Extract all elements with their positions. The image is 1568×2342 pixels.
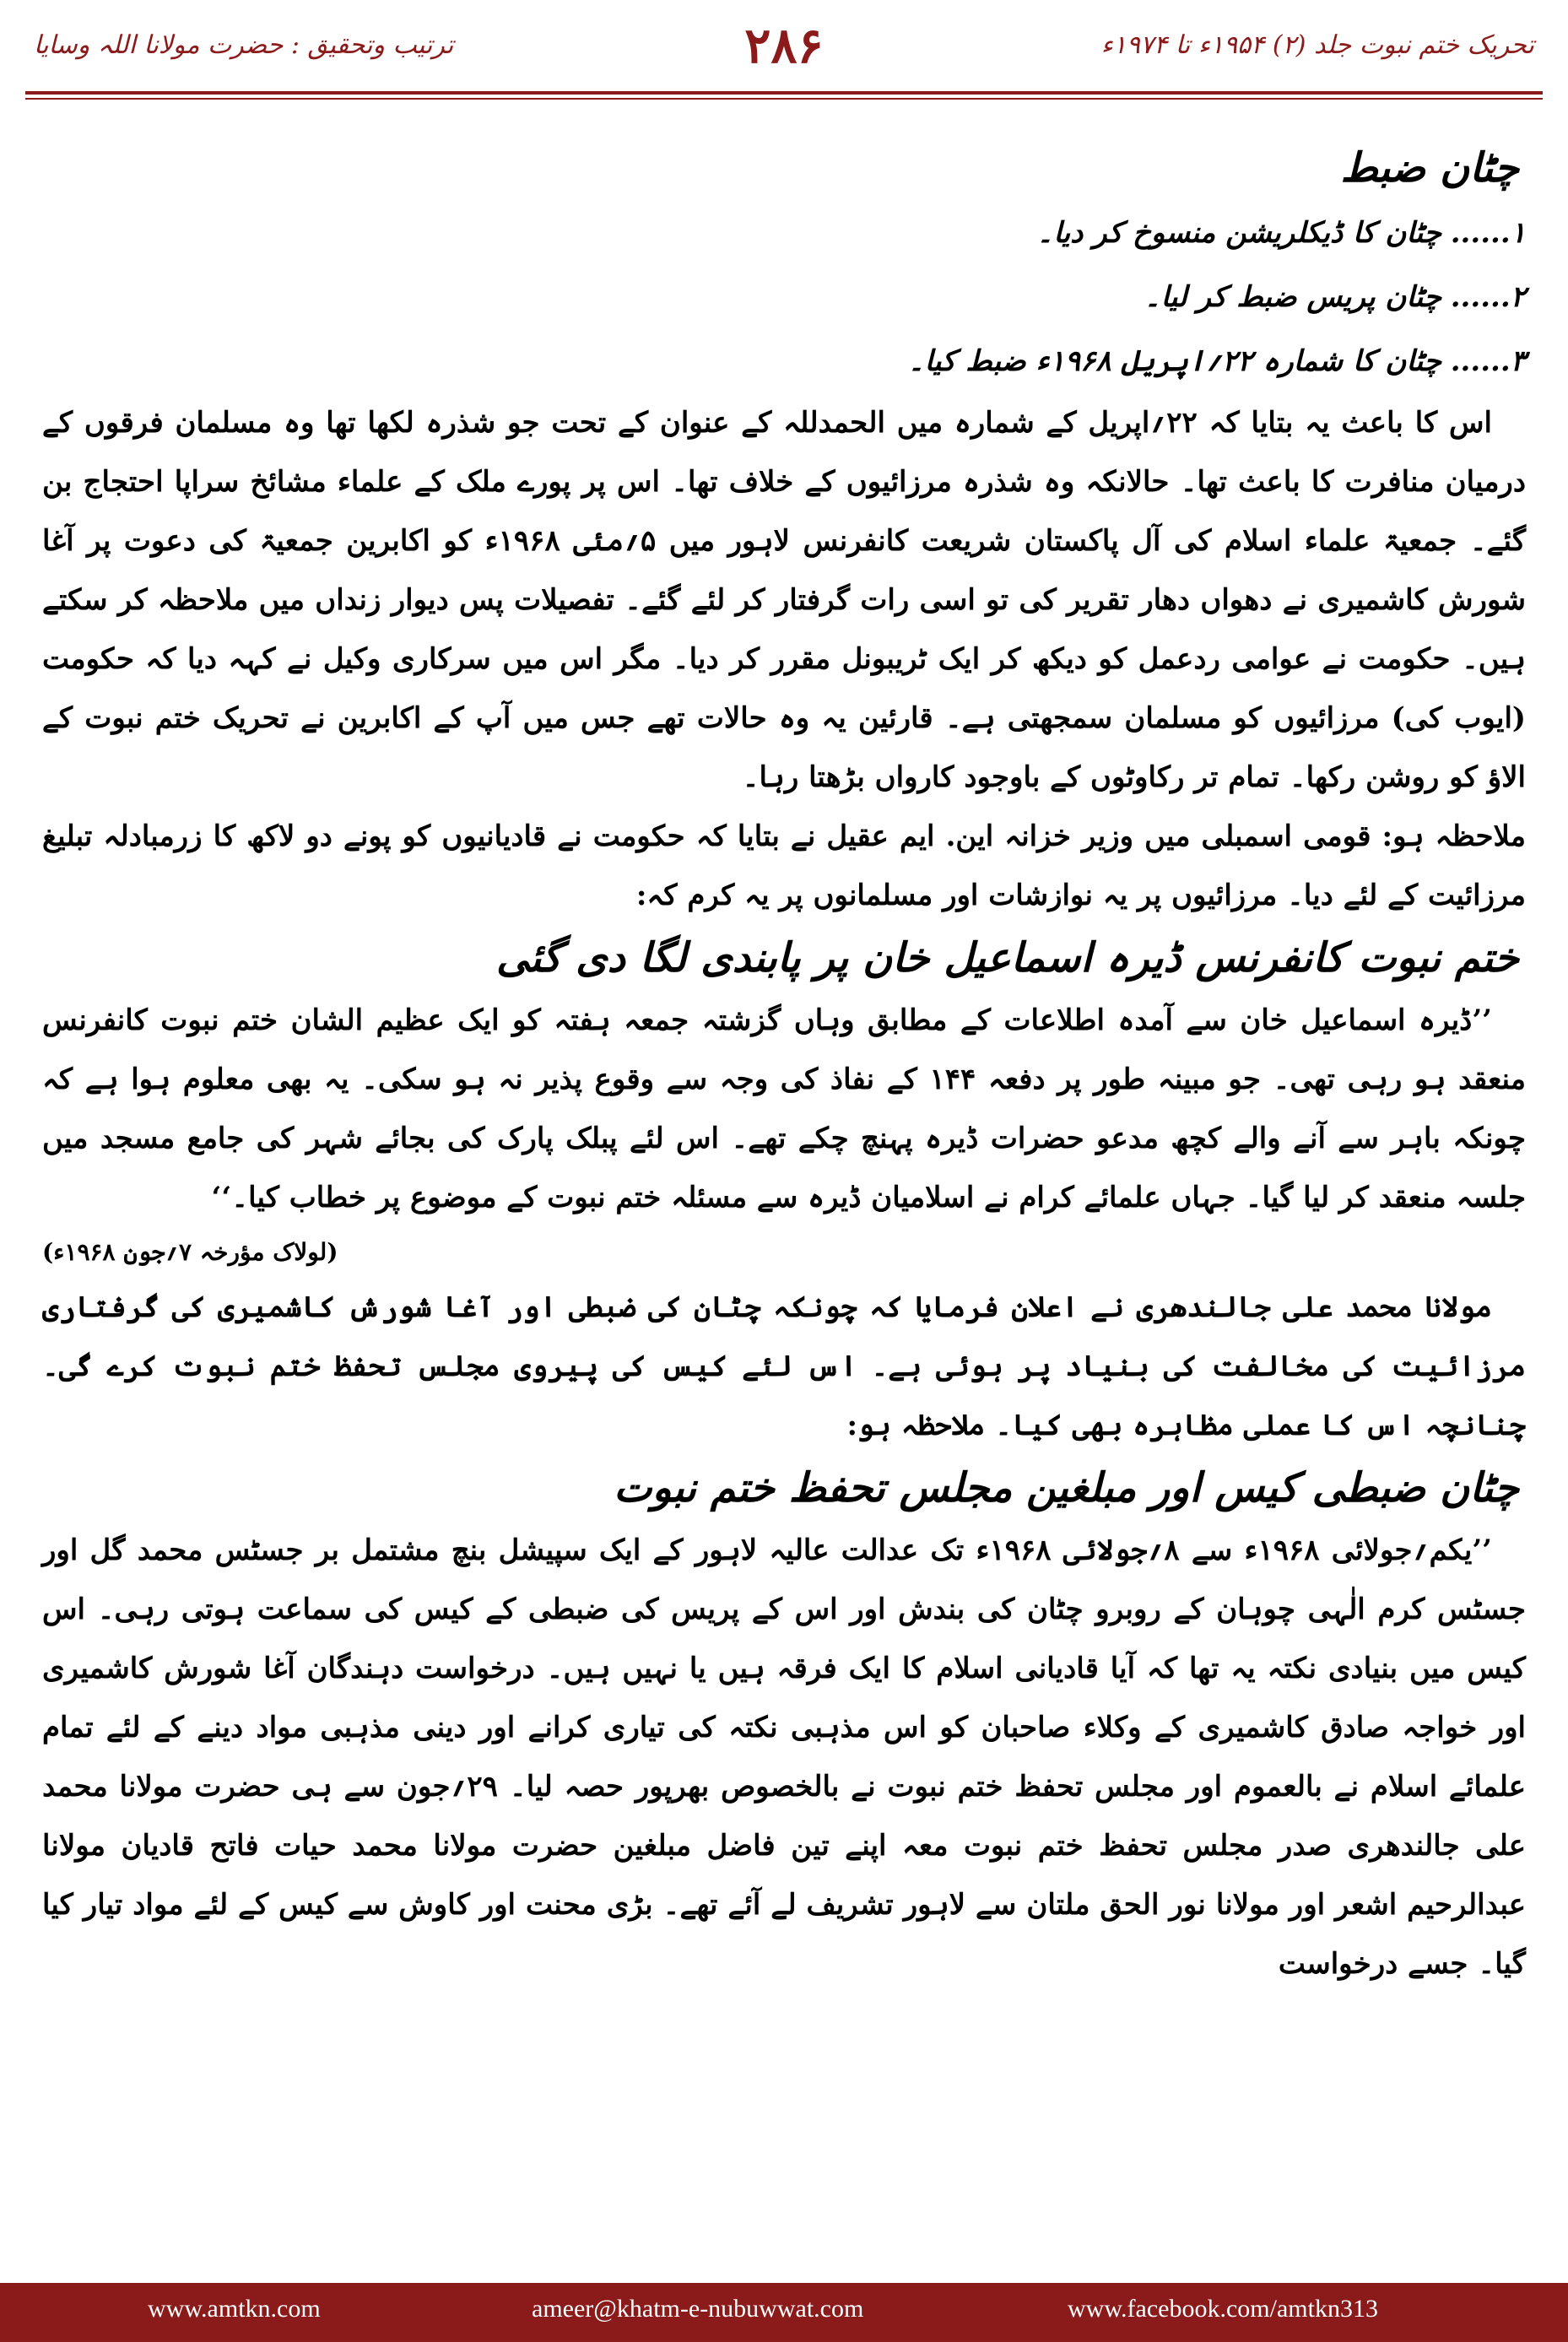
website-link[interactable]: www.amtkn.com [148, 2295, 321, 2323]
section-heading-chattan-case: چٹان ضبطی کیس اور مبلغین مجلس تحفظ ختم نبوت [614, 1464, 1519, 1512]
quote-paragraph: ’’یکم؍جولائی ۱۹۶۸ء سے ۸؍جولائی ۱۹۶۸ء تک عدالت عالیہ لاہور کے ایک سپیشل بنچ مشتمل بر جسٹس محمد گل اور جسٹس کرم الٰہی چوہان کے روبرو چٹان کی بندش اور اس کے پریس کی ضبطی کے کیس کی سماعت ہوتی رہی۔ اس کیس میں بنیادی نکتہ یہ تھا کہ آیا قادیانی اسلام کا ایک فرقہ ہیں یا نہیں ہیں۔ درخواست دہندگان آغا شورش کاشمیری اور خواجہ صادق کاشمیری کے وکلاء صاحبان کو اس مذہبی نکتہ کی تیاری کرانے اور دینی مذہبی مواد دینے کے لئے تمام علمائے اسلام نے بالعموم اور مجلس تحفظ ختم نبوت نے بالخصوص بھرپور حصہ لیا۔ ۲۹؍جون سے ہی حضرت مولانا محمد علی جالندھری صدر مجلس تحفظ ختم نبوت معہ اپنے تین فاضل مبلغین حضرت مولانا محمد حیات فاتح قادیان مولانا عبدالرحیم اشعر اور مولانا نور الحق ملتان سے لاہور تشریف لے آئے تھے۔ بڑی محنت اور کاوش سے کیس کے لئے مواد تیار کیا گیا۔ جسے درخواست [42, 1533, 1526, 1981]
list-item [42, 329, 1526, 393]
list-text: چٹان کا شمارہ ۲۲؍اپریل ۱۹۶۸ء ضبط کیا۔ [907, 344, 1441, 378]
paragraph: ملاحظہ ہو: قومی اسمبلی میں وزیر خزانہ این. ایم عقیل نے بتایا کہ حکومت نے قادیانیوں کو پونے دو لاکھ کا زرمبادلہ تبلیغ مرزائیت کے لئے دیا۔ مرزائیوں پر یہ نوازشات اور مسلمانوں پر یہ کرم کہ: [42, 819, 1526, 912]
header-rule-thin [25, 98, 1543, 100]
quote-paragraph: ’’ڈیرہ اسماعیل خان سے آمدہ اطلاعات کے مطابق وہاں گزشتہ جمعہ ہفتہ کو ایک عظیم الشان ختم نبوت کانفرنس منعقد ہو رہی تھی۔ جو مبینہ طور پر دفعہ ۱۴۴ کے نفاذ کی وجہ سے وقوع پذیر نہ ہو سکی۔ یہ بھی معلوم ہوا ہے کہ چونکہ باہر سے آنے والے کچھ مدعو حضرات ڈیرہ پہنچ چکے تھے۔ اس لئے پبلک پارک کی بجائے شہر کی جامع مسجد میں جلسہ منعقد کر لیا گیا۔ جہاں علمائے کرام نے اسلامیان ڈیرہ سے مسئلہ ختم نبوت کے موضوع پر خطاب کیا۔‘‘ [42, 1003, 1526, 1214]
list-item [42, 201, 1526, 265]
email-link[interactable]: ameer@khatm-e-nubuwwat.com [532, 2295, 864, 2323]
compiler-credit: ترتیب وتحقیق : حضرت مولانا اللہ وسایا [34, 30, 454, 60]
header-rule [25, 91, 1543, 95]
section-heading-dera-ismail-khan: ختم نبوت کانفرنس ڈیرہ اسماعیل خان پر پابندی لگا دی گئی [496, 934, 1519, 982]
page-number: ۲۸۶ [744, 17, 824, 74]
page-body [42, 135, 1526, 1993]
facebook-link[interactable]: www.facebook.com/amtkn313 [1068, 2295, 1378, 2323]
paragraph: اس کا باعث یہ بتایا کہ ۲۲؍اپریل کے شمارہ میں الحمدللہ کے عنوان کے تحت جو شذرہ لکھا تھا وہ مسلمان فرقوں کے درمیان منافرت کا باعث تھا۔ حالانکہ وہ شذرہ مرزائیوں کے خلاف تھا۔ اس پر پورے ملک کے علماء مشائخ سراپا احتجاج بن گئے۔ جمعیۃ علماء اسلام کی آل پاکستان شریعت کانفرنس لاہور میں ۵؍مئی ۱۹۶۸ء کو اکابرین جمعیۃ کی دعوت پر آغا شورش کاشمیری نے دھواں دھار تقریر کی تو اسی رات گرفتار کر لئے گئے۔ تفصیلات پس دیوار زنداں میں ملاحظہ کر سکتے ہیں۔ حکومت نے عوامی ردعمل کو دیکھ کر ایک ٹریبونل مقرر کر دیا۔ مگر اس میں سرکاری وکیل نے کہہ دیا کہ حکومت (ایوب کی) مرزائیوں کو مسلمان سمجھتی ہے۔ قارئین یہ وہ حالات تھے جس میں آپ کے اکابرین نے تحریک ختم نبوت کے الاؤ کو روشن رکھا۔ تمام تر رکاوٹوں کے باوجود کارواں بڑھتا رہا۔ [42, 406, 1527, 794]
paragraph: مولانا محمد علی جالندھری نے اعلان فرمایا کہ چونکہ چٹان کی ضبطی اور آغا شورش کاشمیری کی گرفتاری مرزائیت کی مخالفت کی بنیاد پر ہوئی ہے۔ اس لئے کیس کی پیروی مجلس تحفظ ختم نبوت کرے گی۔ چنانچہ اس کا عملی مظاہرہ بھی کیا۔ ملاحظہ ہو: [42, 1290, 1526, 1442]
section-heading-chattan-zabt: چٹان ضبط [1340, 144, 1519, 192]
page-header [0, 0, 1568, 127]
page-footer [0, 2283, 1568, 2342]
list-text: چٹان کا ڈیکلریشن منسوخ کر دیا۔ [1036, 216, 1441, 250]
list-number: ۳...... [1450, 344, 1526, 378]
list-text: چٹان پریس ضبط کر لیا۔ [1144, 280, 1441, 314]
list-item [42, 265, 1526, 329]
book-title: تحریک ختم نبوت جلد (۲) ۱۹۵۴ء تا ۱۹۷۴ء [1100, 30, 1534, 60]
source-citation: (لولاک مؤرخہ ۷؍جون ۱۹۶۸ء) [42, 1238, 338, 1266]
list-number: ۲...... [1450, 280, 1526, 314]
list-number: ۱...... [1450, 216, 1526, 250]
zabt-list [42, 201, 1526, 393]
